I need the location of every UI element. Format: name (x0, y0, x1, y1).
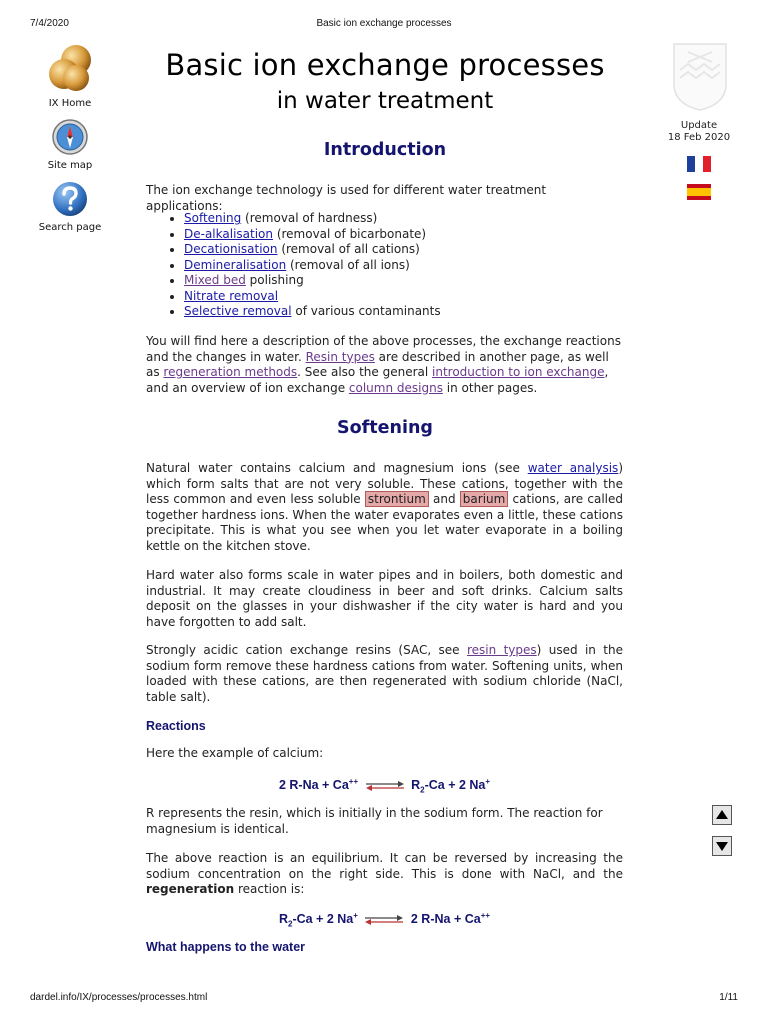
nav-search-label[interactable]: Search page (38, 222, 102, 233)
scroll-up-button[interactable] (712, 805, 732, 825)
softening-paragraph-2: Hard water also forms scale in water pipes and in boilers, both domestic and industrial. It may create cloudiness in beer and soft drinks. Calcium salts deposit on the glasses in your dishwasher if the city water is hard and you have forgotten to add salt. (146, 568, 623, 629)
ix-home-icon[interactable] (46, 42, 94, 94)
reactions-heading: Reactions (146, 719, 206, 733)
help-question-icon[interactable] (51, 180, 89, 218)
nitrate-removal-link[interactable]: Nitrate removal (184, 288, 279, 303)
spanish-flag-icon[interactable] (687, 184, 711, 200)
print-page-title: Basic ion exchange processes (316, 18, 452, 29)
water-analysis-link[interactable]: water analysis (527, 461, 619, 475)
page-subtitle: in water treatment (276, 88, 494, 114)
introduction-link[interactable]: introduction to ion exchange (432, 365, 605, 379)
nav-home-label[interactable]: IX Home (48, 98, 92, 109)
regeneration-equation: $R_2-Ca + 2$ Na+ 2 R-Na + Ca++ (278, 911, 491, 929)
triangle-up-icon (713, 806, 731, 824)
list-item (184, 289, 441, 305)
list-item: • Selective removal of various contaminants (184, 304, 441, 320)
nav-home[interactable] (30, 42, 110, 109)
introduction-heading: Introduction (323, 140, 447, 160)
strontium-highlight[interactable]: strontium (365, 491, 429, 507)
seal-logo-icon (670, 40, 730, 112)
barium-highlight[interactable]: barium (460, 491, 509, 507)
softening-heading: Softening (337, 418, 433, 438)
example-text: Here the example of calcium: (146, 746, 324, 760)
applications-list (146, 211, 441, 320)
resin-explanation: R represents the resin, which is initially in the sodium form. The reaction for magnesium is identical. (146, 806, 603, 836)
list-item: • Mixed bed polishing (184, 273, 441, 289)
nav-sitemap[interactable] (30, 118, 110, 171)
update-info (660, 120, 738, 144)
equilibrium-paragraph: The above reaction is an equilibrium. It can be reversed by increasing the sodium concentration on the right side. This is done with NaCl, and the regeneration reaction is: (146, 851, 623, 896)
page-title: Basic ion exchange processes (165, 48, 605, 82)
resin-types-link[interactable]: Resin types (305, 349, 375, 364)
print-date: 7/4/2020 (30, 18, 69, 29)
update-label: Update (680, 120, 718, 131)
regeneration-bold: regeneration (146, 882, 235, 896)
softening-paragraph-3: Strongly acidic cation exchange resins (SAC, see resin types) used in the sodium form remove these hardness cations from water. Softening units, when loaded with these cations, are then regenerated with sodium chloride (NaCl, table salt). (146, 643, 623, 704)
column-designs-link[interactable]: column designs (348, 380, 443, 395)
regeneration-methods-link[interactable]: regeneration methods (163, 365, 298, 379)
softening-link[interactable]: Softening (184, 211, 242, 225)
demineralisation-link[interactable]: Demineralisation (184, 257, 287, 272)
intro-lead: The ion exchange technology is used for different water treatment applications: (146, 183, 547, 213)
french-flag-icon[interactable] (687, 156, 711, 172)
print-url: dardel.info/IX/processes/processes.html (30, 992, 208, 1003)
nav-sitemap-label[interactable]: Site map (47, 160, 93, 171)
list-item: • Demineralisation (removal of all ions) (184, 258, 441, 274)
list-item: • Decationisation (removal of all cations) (184, 242, 441, 258)
mixed-bed-link[interactable]: Mixed bed (184, 273, 246, 287)
list-item: • De-alkalisation (removal of bicarbonate) (184, 227, 441, 243)
compass-icon[interactable] (51, 118, 89, 156)
scroll-down-button[interactable] (712, 836, 732, 856)
triangle-down-icon (713, 837, 731, 855)
dealkalisation-link[interactable]: De-alkalisation (184, 226, 273, 241)
decationisation-link[interactable]: Decationisation (184, 242, 278, 256)
selective-removal-link[interactable]: Selective removal (184, 304, 292, 318)
update-date: 18 Feb 2020 (667, 132, 731, 143)
equilibrium-arrows-icon (363, 914, 405, 926)
softening-paragraph-1: Natural water contains calcium and magnesium ions (see water analysis) which form salts that are not very soluble. These cations, together with the less common and even less soluble strontium and barium cations, are called together hardness ions. When the water evaporates even a little, these cations precipitate. This is what you see when you let water evaporate in a boiling kettle on the kitchen stove. (146, 461, 623, 553)
nav-search[interactable] (30, 180, 110, 233)
softening-equation: 2 R-Na + Ca++ $R_2-Ca + 2$ Na+ (278, 777, 491, 795)
print-page-number: 1/11 (719, 992, 738, 1003)
resin-types-link-2[interactable]: resin types (466, 643, 537, 657)
equilibrium-arrows-icon (364, 780, 406, 792)
water-heading: What happens to the water (146, 940, 306, 954)
list-item: • Softening (removal of hardness) (184, 211, 441, 227)
intro-paragraph: You will find here a description of the above processes, the exchange reactions and the changes in water. Resin types are described in another page, as well as regeneration methods. See also the general introduction to ion exchange, and an overview of ion exchange column designs in other pages. (146, 334, 621, 395)
